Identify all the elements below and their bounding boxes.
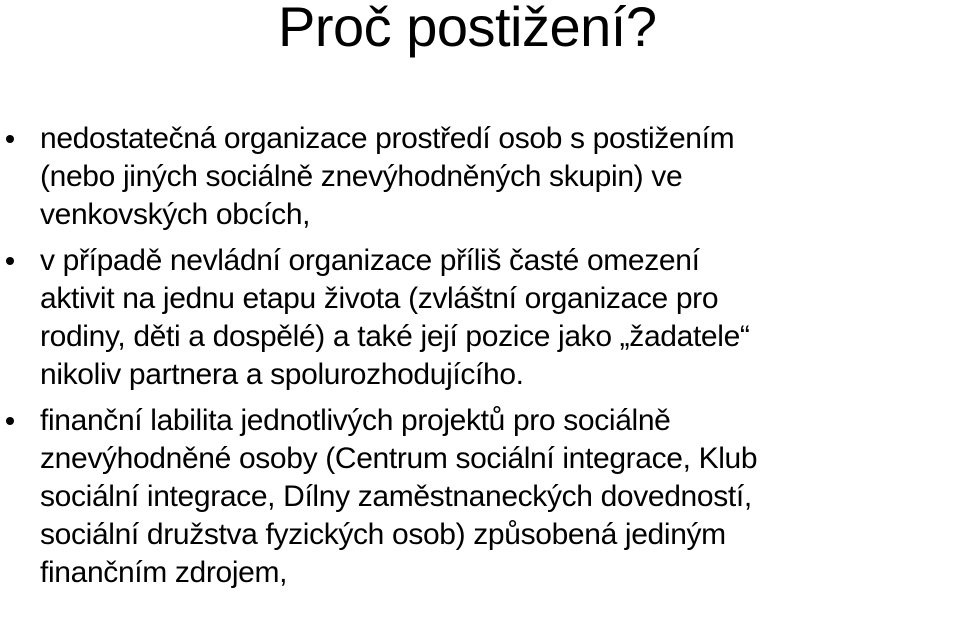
bullet-item (0, 120, 945, 234)
bullet-line: aktivit na jednu etapu života (zvláštní organizace pro (40, 282, 719, 315)
bullet-line: nikoliv partnera a spolurozhodujícího. (40, 358, 524, 391)
bullet-line: znevýhodněné osoby (Centrum sociální integrace, Klub (40, 442, 758, 475)
bullet-line: nedostatečná organizace prostředí osob s postižením (40, 122, 735, 155)
slide-title: Proč postižení? (278, 0, 657, 58)
bullet-line: rodiny, děti a dospělé) a také její pozice jako „žadatele“ (40, 320, 750, 353)
bullet-line: v případě nevládní organizace příliš časté omezení (40, 244, 700, 277)
bullet-line: finanční labilita jednotlivých projektů pro sociálně (40, 404, 671, 437)
bullet-list (0, 120, 960, 592)
bullet-dot-icon (6, 257, 14, 265)
bullet-item (0, 242, 945, 394)
bullet-dot-icon (6, 135, 14, 143)
bullet-line: sociální integrace, Dílny zaměstnaneckých dovedností, (40, 480, 752, 513)
bullet-item (0, 402, 945, 592)
bullet-dot-icon (6, 417, 14, 425)
bullet-line: sociální družstva fyzických osob) způsobená jediným (40, 518, 726, 551)
bullet-line: venkovských obcích, (40, 198, 311, 231)
bullet-line: finančním zdrojem, (40, 556, 288, 589)
bullet-line: (nebo jiných sociálně znevýhodněných skupin) ve (40, 160, 683, 193)
